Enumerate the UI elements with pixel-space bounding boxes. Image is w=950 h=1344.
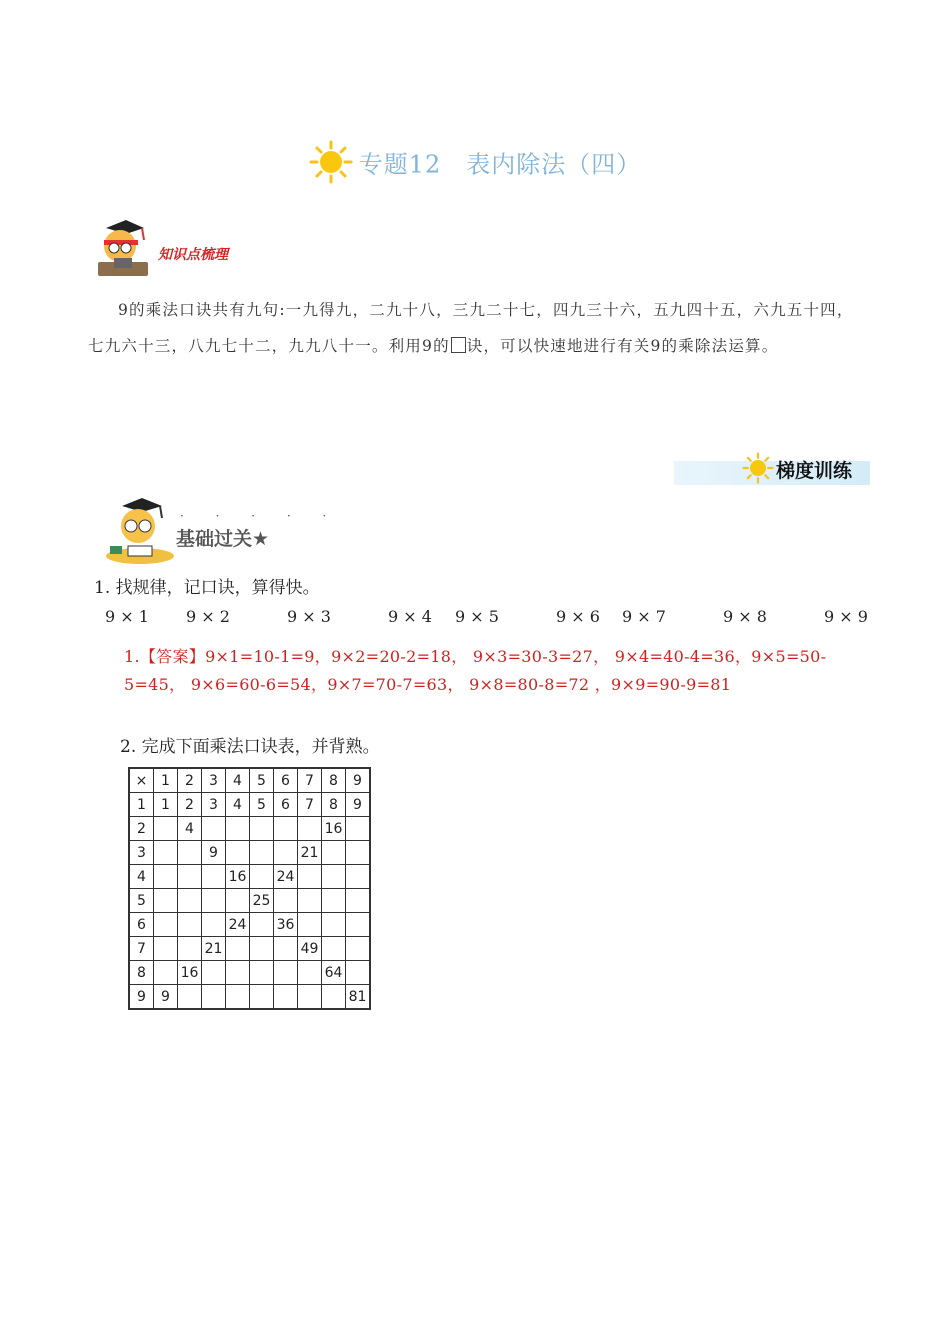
table-cell xyxy=(274,841,298,865)
table-cell xyxy=(226,985,250,1010)
table-cell xyxy=(298,913,322,937)
table-cell: 9 xyxy=(346,793,371,817)
table-cell: 64 xyxy=(322,961,346,985)
table-cell: 4 xyxy=(226,768,250,793)
table-cell xyxy=(226,889,250,913)
table-cell: 8 xyxy=(129,961,154,985)
table-cell xyxy=(250,865,274,889)
table-cell: 2 xyxy=(178,793,202,817)
table-cell: 1 xyxy=(129,793,154,817)
page-title xyxy=(0,140,950,184)
table-cell xyxy=(250,937,274,961)
decorative-dots: · · · · · xyxy=(180,509,341,523)
table-cell: 1 xyxy=(154,768,178,793)
table-cell: 81 xyxy=(346,985,371,1010)
table-cell: 6 xyxy=(274,793,298,817)
expression: 9 × 8 xyxy=(723,607,767,626)
table-cell: 5 xyxy=(250,768,274,793)
table-cell xyxy=(322,985,346,1010)
table-cell xyxy=(298,889,322,913)
table-cell xyxy=(202,865,226,889)
table-row xyxy=(129,937,370,961)
expression-row xyxy=(0,607,950,631)
expression: 9 × 9 xyxy=(824,607,868,626)
table-cell: 4 xyxy=(226,793,250,817)
table-cell xyxy=(346,937,371,961)
answer-1: 1.【答案】9×1=10-1=9，9×2=20-2=18， 9×3=30-3=27， 9×4=40-4=36，9×5=50-5=45， 9×6=60-6=54，9×7=70-7=63， 9×8=80-8=72 ，9×9=90-9=81 xyxy=(124,647,827,694)
table-cell xyxy=(274,985,298,1010)
table-cell: 4 xyxy=(178,817,202,841)
table-row xyxy=(129,841,370,865)
table-cell xyxy=(178,913,202,937)
table-row xyxy=(129,817,370,841)
table-cell: 1 xyxy=(154,793,178,817)
expression: 9 × 6 xyxy=(556,607,600,626)
table-cell xyxy=(154,841,178,865)
table-cell xyxy=(346,841,371,865)
table-cell xyxy=(202,985,226,1010)
table-cell xyxy=(274,817,298,841)
table-cell: 9 xyxy=(202,841,226,865)
table-cell xyxy=(154,889,178,913)
table-cell xyxy=(226,841,250,865)
table-cell xyxy=(202,913,226,937)
table-cell xyxy=(226,937,250,961)
table-cell xyxy=(298,817,322,841)
table-cell: 49 xyxy=(298,937,322,961)
table-cell xyxy=(346,817,371,841)
student-mascot-icon xyxy=(92,218,156,280)
table-cell xyxy=(250,841,274,865)
expression: 9 × 1 xyxy=(105,607,149,626)
table-cell: 7 xyxy=(298,768,322,793)
table-cell xyxy=(154,865,178,889)
table-cell: 9 xyxy=(129,985,154,1010)
table-cell: × xyxy=(129,768,154,793)
table-cell: 2 xyxy=(178,768,202,793)
table-cell xyxy=(274,961,298,985)
table-cell: 6 xyxy=(129,913,154,937)
sun-icon xyxy=(742,452,774,484)
table-cell: 25 xyxy=(250,889,274,913)
table-cell xyxy=(322,937,346,961)
expression: 9 × 5 xyxy=(455,607,499,626)
table-cell xyxy=(250,817,274,841)
table-cell: 8 xyxy=(322,793,346,817)
table-cell xyxy=(178,841,202,865)
table-cell: 16 xyxy=(178,961,202,985)
table-cell xyxy=(202,817,226,841)
table-row xyxy=(129,913,370,937)
table-cell xyxy=(178,985,202,1010)
table-cell xyxy=(298,961,322,985)
table-cell: 3 xyxy=(129,841,154,865)
table-cell xyxy=(154,937,178,961)
table-cell xyxy=(346,913,371,937)
table-cell xyxy=(346,961,371,985)
table-cell: 4 xyxy=(129,865,154,889)
table-cell xyxy=(250,961,274,985)
table-cell: 5 xyxy=(250,793,274,817)
table-cell xyxy=(226,817,250,841)
table-cell xyxy=(346,889,371,913)
table-row xyxy=(129,768,370,793)
table-cell xyxy=(322,865,346,889)
sun-icon xyxy=(309,140,353,184)
table-cell xyxy=(346,865,371,889)
knowledge-paragraph xyxy=(88,292,864,364)
missing-char-box xyxy=(451,337,466,353)
table-cell: 16 xyxy=(226,865,250,889)
table-cell: 7 xyxy=(298,793,322,817)
table-cell: 2 xyxy=(129,817,154,841)
table-row xyxy=(129,889,370,913)
table-cell xyxy=(178,889,202,913)
table-cell: 24 xyxy=(226,913,250,937)
table-cell: 36 xyxy=(274,913,298,937)
reading-mascot-icon xyxy=(104,498,176,566)
table-row xyxy=(129,985,370,1010)
table-cell xyxy=(250,913,274,937)
table-cell: 8 xyxy=(322,768,346,793)
table-cell xyxy=(274,889,298,913)
table-cell: 9 xyxy=(154,985,178,1010)
table-row xyxy=(129,793,370,817)
table-cell xyxy=(154,961,178,985)
paragraph-part1: 9的乘法口诀共有九句:一九得九，二九十八，三九二十七，四九三十六，五九四十五，六九五十四，七九六十三，八九七十二，九九八十一。利用9的 xyxy=(88,301,854,355)
table-cell xyxy=(274,937,298,961)
table-cell xyxy=(178,865,202,889)
question-2: 2. 完成下面乘法口诀表，并背熟。 xyxy=(120,737,380,757)
expression: 9 × 3 xyxy=(287,607,331,626)
section-tag-knowledge: 知识点梳理 xyxy=(158,247,228,263)
table-cell xyxy=(250,985,274,1010)
table-cell: 3 xyxy=(202,793,226,817)
table-cell xyxy=(202,889,226,913)
table-cell xyxy=(322,889,346,913)
table-cell xyxy=(298,865,322,889)
table-cell xyxy=(154,913,178,937)
table-row xyxy=(129,961,370,985)
table-row xyxy=(129,865,370,889)
expression: 9 × 7 xyxy=(622,607,666,626)
question-1: 1. 找规律，记口诀，算得快。 xyxy=(94,578,320,598)
table-cell: 21 xyxy=(298,841,322,865)
table-cell: 3 xyxy=(202,768,226,793)
section-tag-basic: 基础过关★ xyxy=(176,528,270,550)
title-text: 专题12 表内除法（四） xyxy=(358,150,642,179)
table-cell: 9 xyxy=(346,768,371,793)
table-cell: 6 xyxy=(274,768,298,793)
section-label-training: 梯度训练 xyxy=(776,460,853,482)
table-cell: 7 xyxy=(129,937,154,961)
paragraph-part2: 诀，可以快速地进行有关9的乘除法运算。 xyxy=(466,337,779,355)
table-cell xyxy=(154,817,178,841)
table-cell: 16 xyxy=(322,817,346,841)
table-cell xyxy=(322,841,346,865)
table-cell xyxy=(322,913,346,937)
table-cell: 24 xyxy=(274,865,298,889)
multiplication-table xyxy=(128,767,371,1010)
table-cell: 21 xyxy=(202,937,226,961)
expression: 9 × 4 xyxy=(388,607,432,626)
table-cell xyxy=(226,961,250,985)
table-cell xyxy=(202,961,226,985)
table-cell xyxy=(298,985,322,1010)
table-cell: 5 xyxy=(129,889,154,913)
table-cell xyxy=(178,937,202,961)
expression: 9 × 2 xyxy=(186,607,230,626)
